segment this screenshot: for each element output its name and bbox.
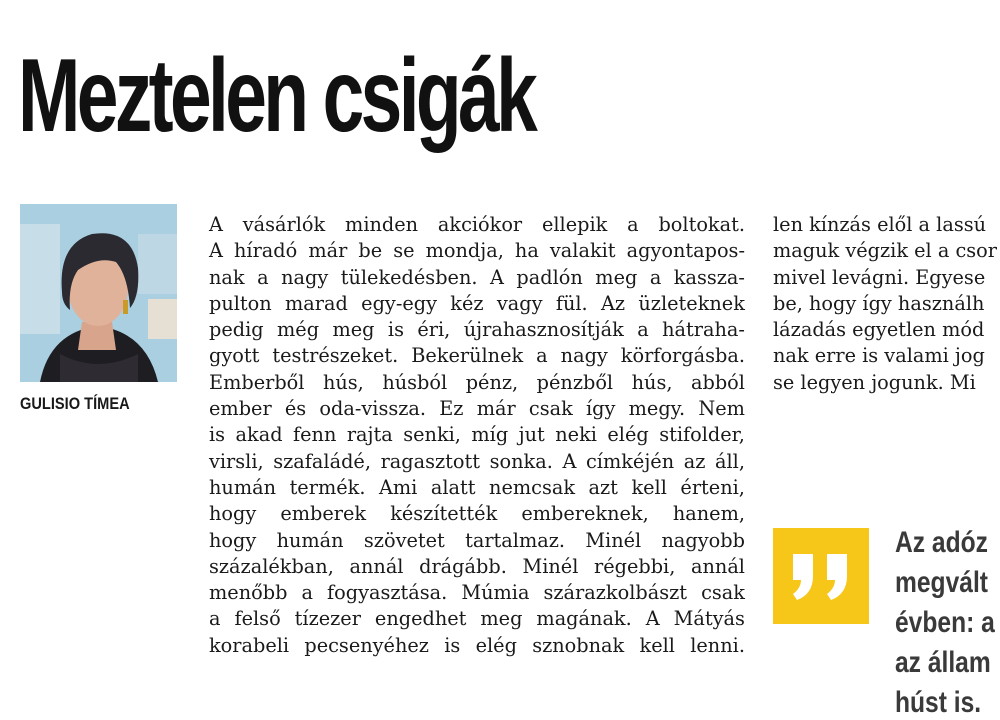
body-word: Múmia (461, 581, 530, 605)
body-word: pulton (209, 291, 272, 315)
pull-quote-line: az állam (895, 646, 991, 679)
body-word: Ami (378, 475, 418, 499)
body-word: tízezer (294, 607, 361, 631)
body-word: ha (514, 239, 539, 263)
body-word: padlón (516, 265, 583, 289)
body-line (209, 370, 745, 396)
body-word: korabeli (209, 633, 290, 657)
body-word: sonka. (489, 449, 553, 473)
body-word: a (627, 213, 639, 236)
body-word: virsli, (209, 449, 264, 473)
body-line: lázadás egyetlen mód (773, 318, 985, 342)
body-word: nagy (560, 344, 608, 368)
body-word: körforgásba. (620, 344, 745, 368)
body-word: pénzből (536, 370, 614, 394)
body-word: is (444, 633, 461, 657)
article-body-column-2 (773, 212, 1000, 396)
body-word: kassza- (673, 265, 745, 289)
body-word: boltokat. (658, 213, 745, 236)
body-word: A (209, 239, 223, 263)
body-word: pedig (209, 318, 264, 342)
body-word: szárazkolbászt (543, 581, 688, 605)
body-word: emberek (280, 502, 367, 526)
body-word: marad (285, 291, 348, 315)
author-byline: GULISIO TÍMEA (20, 394, 130, 413)
body-word: pecsenyéhez (304, 633, 429, 657)
author-portrait (20, 204, 177, 382)
body-word: kell (639, 633, 675, 657)
article-body-column-1 (209, 212, 745, 659)
body-word: szafaládé, (273, 449, 371, 473)
body-word: stifolder, (659, 423, 745, 447)
body-word: pénz, (465, 370, 519, 394)
body-line: se legyen jogunk. Mi (773, 370, 976, 394)
body-word: drágább. (419, 554, 507, 578)
body-word: hús, (631, 370, 673, 394)
body-word: felső (234, 607, 281, 631)
body-line: len kínzás elől a lassú (773, 213, 987, 236)
body-word: Minél (585, 528, 642, 552)
body-word: nagyobb (661, 528, 745, 552)
body-word: százalékban, (209, 554, 334, 578)
body-word: a (637, 318, 649, 342)
body-line (209, 449, 745, 475)
body-line (209, 343, 745, 369)
body-word: már (308, 239, 348, 263)
body-word: gyott (209, 344, 260, 368)
body-word: és (284, 397, 307, 421)
body-word: a (536, 344, 548, 368)
body-word: alatt (430, 475, 476, 499)
body-word: hogy (209, 502, 257, 526)
body-word: humán (209, 475, 277, 499)
body-word: jut (518, 423, 545, 447)
body-line (209, 291, 745, 317)
body-word: újrahasznosítják (463, 318, 624, 342)
body-line (209, 606, 745, 632)
body-word: készítették (390, 502, 498, 526)
body-word: Nem (698, 397, 745, 421)
body-word: A (645, 607, 660, 631)
body-word: a (209, 607, 221, 631)
body-word: is (209, 423, 226, 447)
body-word: akciókor (437, 213, 523, 236)
body-word: míg (471, 423, 509, 447)
body-word: Emberből (209, 370, 305, 394)
body-word: nagy (281, 265, 329, 289)
body-word: hátraha- (662, 318, 745, 342)
body-word: a (301, 581, 313, 605)
pull-quote-line: évben: a (895, 606, 995, 639)
body-word: címkéjén (585, 449, 675, 473)
body-line (209, 633, 745, 659)
body-line (209, 212, 745, 238)
body-word: egy-egy (361, 291, 437, 315)
body-word: menőbb (209, 581, 288, 605)
body-word: A (490, 265, 504, 289)
body-line (209, 422, 745, 448)
body-word: még (277, 318, 320, 342)
pull-quote-line: Az adóz (895, 526, 988, 559)
body-word: rajta (346, 423, 393, 447)
body-word: neki (555, 423, 597, 447)
body-word: fogyasztása. (327, 581, 448, 605)
body-line (209, 317, 745, 343)
body-word: Minél (522, 554, 579, 578)
body-word: ragasztott (380, 449, 481, 473)
body-word: a (649, 265, 662, 289)
body-word: nak (209, 265, 245, 289)
body-line (209, 238, 745, 264)
article-headline: Meztelen csigák (18, 38, 535, 154)
body-word: tülekedésben. (340, 265, 478, 289)
body-word: csak (701, 581, 745, 605)
body-word: áll, (714, 449, 745, 473)
body-word: abból (690, 370, 745, 394)
body-word: termék. (289, 475, 366, 499)
body-line (209, 580, 745, 606)
body-word: érteni, (680, 475, 745, 499)
body-line: be, hogy így használh (773, 291, 985, 315)
body-word: elég (607, 423, 649, 447)
body-word: csak (528, 397, 573, 421)
body-line (209, 528, 745, 554)
body-word: akad (235, 423, 283, 447)
body-word: elég (475, 633, 517, 657)
body-word: hanem, (672, 502, 745, 526)
body-word: így (586, 397, 616, 421)
body-word: üzleteknek (638, 291, 745, 315)
body-word: Az (600, 291, 626, 315)
body-word: Ez (439, 397, 464, 421)
body-word: meg (595, 265, 638, 289)
body-word: minden (345, 213, 419, 236)
body-line (209, 554, 745, 580)
body-word: már (476, 397, 516, 421)
pull-quote-line: megvált (895, 566, 988, 599)
body-word: embereknek, (521, 502, 649, 526)
body-word: meg (332, 318, 375, 342)
body-line (209, 501, 745, 527)
body-word: be (358, 239, 383, 263)
body-word: valakit (549, 239, 616, 263)
body-word: A (562, 449, 577, 473)
body-word: is (387, 318, 404, 342)
body-word: mondja, (425, 239, 504, 263)
body-line: mivel levágni. Egyese (773, 265, 986, 289)
body-word: tartalmaz. (465, 528, 566, 552)
body-word: engedhet (374, 607, 467, 631)
body-word: megy. (628, 397, 686, 421)
body-word: annál (349, 554, 404, 578)
body-word: vásárlók (242, 213, 326, 236)
body-word: fül. (555, 291, 588, 315)
body-word: ellepik (541, 213, 608, 236)
body-line: maguk végzik el a csor (773, 239, 997, 263)
body-word: lenni. (690, 633, 745, 657)
body-word: meg (480, 607, 523, 631)
body-word: ember (209, 397, 272, 421)
body-line: nak erre is valami jog (773, 344, 985, 368)
body-word: se (393, 239, 415, 263)
body-word: agyontapos- (626, 239, 745, 263)
body-word: hús, (322, 370, 364, 394)
body-word: kell (631, 475, 667, 499)
body-word: Mátyás (673, 607, 745, 631)
body-word: fenn (293, 423, 337, 447)
body-word: húsból (382, 370, 448, 394)
body-word: nemcsak (489, 475, 576, 499)
body-word: oda-vissza. (319, 397, 427, 421)
body-word: a (257, 265, 269, 289)
pull-quote (895, 523, 1000, 720)
body-word: híradó (234, 239, 298, 263)
body-word: az (683, 449, 706, 473)
body-word: hogy (209, 528, 257, 552)
body-word: senki, (403, 423, 461, 447)
body-word: testrészeket. (272, 344, 399, 368)
body-word: éri, (417, 318, 451, 342)
body-word: A (209, 213, 223, 236)
body-word: szövetet (363, 528, 445, 552)
body-word: annál (690, 554, 745, 578)
body-word: Bekerülnek (411, 344, 524, 368)
body-word: vagy (496, 291, 543, 315)
body-word: azt (588, 475, 618, 499)
body-word: magának. (536, 607, 632, 631)
body-word: humán (276, 528, 344, 552)
pull-quote-line: húst is. (895, 686, 982, 719)
body-word: sznobnak (532, 633, 625, 657)
closing-quote-icon (773, 528, 869, 624)
body-line (209, 475, 745, 501)
body-word: régebbi, (593, 554, 676, 578)
body-word: kéz (450, 291, 484, 315)
body-line (209, 265, 745, 291)
body-line (209, 396, 745, 422)
